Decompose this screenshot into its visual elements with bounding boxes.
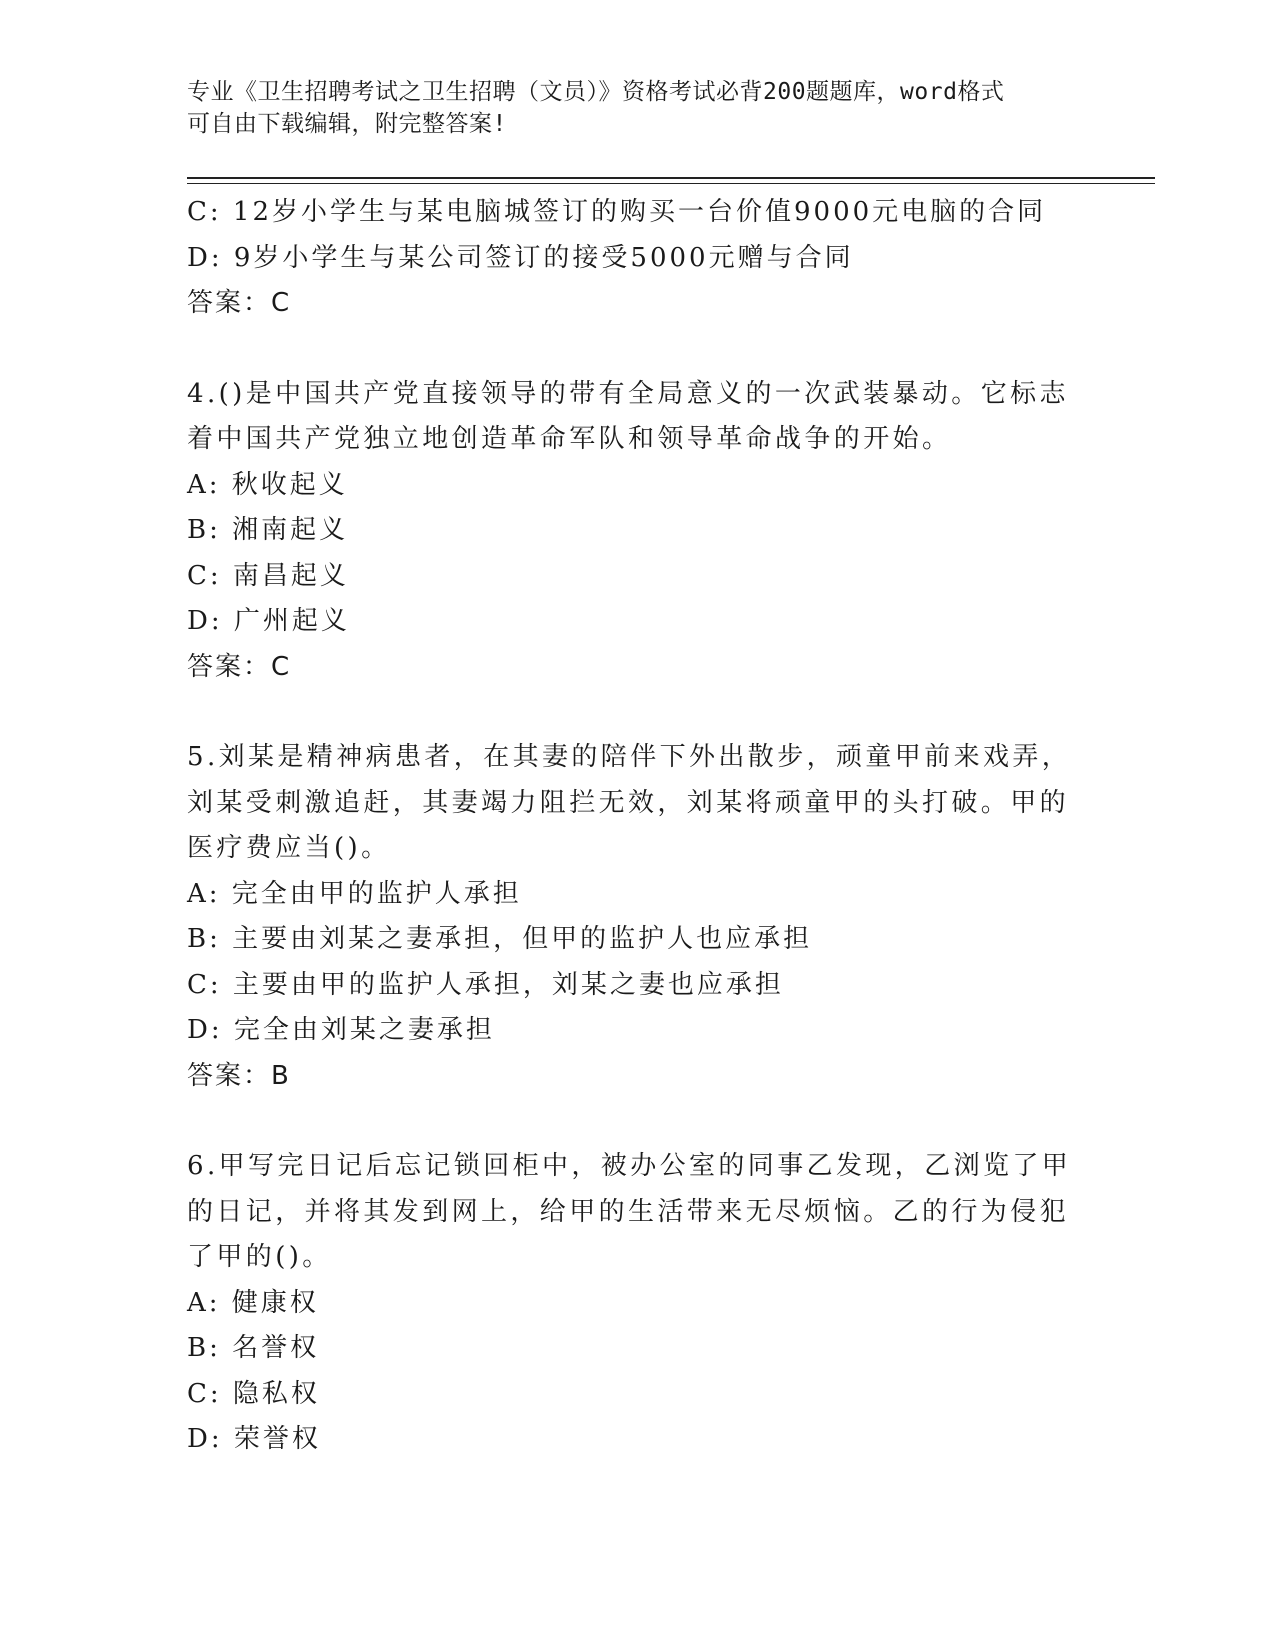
question-text-line: 着中国共产党独立地创造革命军队和领导革命战争的开始。 xyxy=(187,424,952,454)
option-b: B: 名誉权 xyxy=(187,1333,320,1363)
question-6 xyxy=(187,1144,1147,1463)
option-b: B: 湘南起义 xyxy=(187,515,349,545)
header-divider-thin xyxy=(187,183,1155,184)
option-c: C: 隐私权 xyxy=(187,1378,320,1409)
question-text-line: 刘某受刺激追赶，其妻竭力阻拦无效，刘某将顽童甲的头打破。甲的 xyxy=(187,787,1070,818)
option-d: D: 广州起义 xyxy=(187,606,350,636)
question-text-line: 的日记，并将其发到网上，给甲的生活带来无尽烦恼。乙的行为侵犯 xyxy=(187,1196,1070,1227)
answer-line: 答案：C xyxy=(187,288,292,318)
question-5 xyxy=(187,735,1147,1099)
option-c: C: 12岁小学生与某电脑城签订的购买一台价值9000元电脑的合同 xyxy=(187,197,1047,227)
document-header xyxy=(187,76,1067,140)
answer-line: 答案：C xyxy=(187,651,292,682)
question-spacer xyxy=(187,690,1147,735)
header-divider-thick xyxy=(187,177,1155,179)
answer-line: 答案：B xyxy=(187,1060,291,1091)
option-a: A: 完全由甲的监护人承担 xyxy=(187,878,522,909)
question-3-tail xyxy=(187,190,1147,327)
question-spacer xyxy=(187,1099,1147,1144)
option-d: D: 9岁小学生与某公司签订的接受5000元赠与合同 xyxy=(187,242,854,273)
question-4 xyxy=(187,372,1147,691)
question-text-line: 4.()是中国共产党直接领导的带有全局意义的一次武装暴动。它标志 xyxy=(187,378,1069,409)
header-title-line-1: 专业《卫生招聘考试之卫生招聘（文员）》资格考试必背200题题库，word格式 xyxy=(187,79,1005,105)
question-text-line: 了甲的()。 xyxy=(187,1242,332,1272)
option-c: C: 主要由甲的监护人承担，刘某之妻也应承担 xyxy=(187,969,784,1000)
question-text-line: 医疗费应当()。 xyxy=(187,833,391,863)
option-b: B: 主要由刘某之妻承担，但甲的监护人也应承担 xyxy=(187,924,813,954)
question-text-line: 6.甲写完日记后忘记锁回柜中，被办公室的同事乙发现，乙浏览了甲 xyxy=(187,1151,1072,1181)
question-text-line: 5.刘某是精神病患者，在其妻的陪伴下外出散步，顽童甲前来戏弄， xyxy=(187,742,1072,772)
option-a: A: 秋收起义 xyxy=(187,469,348,500)
header-title-line-2: 可自由下载编辑，附完整答案! xyxy=(187,111,507,137)
option-c: C: 南昌起义 xyxy=(187,560,349,591)
option-a: A: 健康权 xyxy=(187,1287,319,1318)
question-list xyxy=(187,190,1147,1463)
option-d: D: 荣誉权 xyxy=(187,1424,321,1454)
question-spacer xyxy=(187,327,1147,372)
option-d: D: 完全由刘某之妻承担 xyxy=(187,1015,495,1045)
